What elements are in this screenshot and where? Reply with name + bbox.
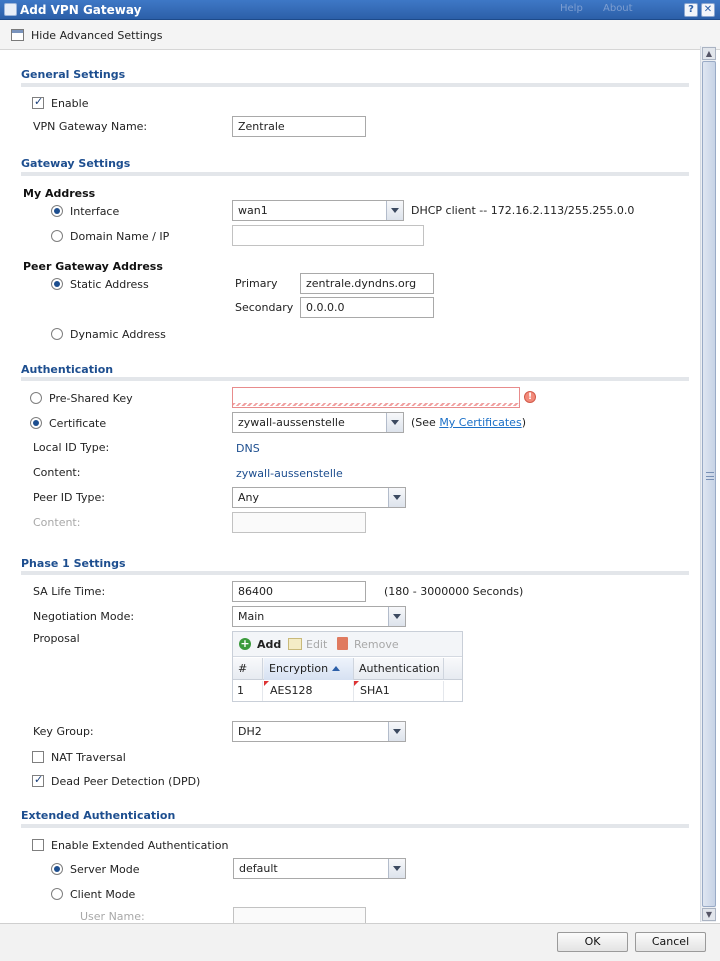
server-mode-value: default — [239, 862, 278, 875]
hide-advanced-settings-button[interactable]: Hide Advanced Settings — [31, 29, 163, 42]
advanced-settings-icon[interactable] — [11, 29, 24, 41]
grid-add-button[interactable]: Add — [257, 638, 282, 651]
row-number-cell: 1 — [233, 681, 263, 701]
my-certificates-link[interactable]: My Certificates — [439, 416, 522, 429]
primary-input[interactable]: zentrale.dyndns.org — [300, 273, 434, 294]
section-divider — [21, 571, 689, 575]
chevron-down-icon[interactable] — [386, 201, 403, 220]
domain-input[interactable] — [232, 225, 424, 246]
dynamic-address-radio[interactable] — [51, 328, 63, 340]
sort-ascending-icon — [332, 666, 340, 671]
negotiation-mode-select[interactable] — [232, 606, 406, 627]
user-name-label: User Name: — [80, 910, 145, 923]
column-header-number[interactable]: # — [233, 658, 263, 680]
section-title-authentication: Authentication — [21, 363, 114, 376]
negotiation-mode-label: Negotiation Mode: — [33, 610, 135, 623]
grid-toolbar — [233, 632, 462, 657]
close-button[interactable]: ✕ — [701, 3, 715, 17]
trash-icon — [337, 637, 348, 650]
chevron-down-icon[interactable] — [388, 488, 405, 507]
key-group-select[interactable] — [232, 721, 406, 742]
form-content — [0, 51, 700, 923]
authentication-cell[interactable]: SHA1 — [354, 681, 444, 701]
dialog-footer — [0, 923, 720, 961]
server-mode-select[interactable] — [233, 858, 406, 879]
client-mode-label: Client Mode — [70, 888, 136, 901]
nat-traversal-checkbox[interactable] — [32, 751, 44, 763]
see-suffix: ) — [521, 416, 526, 429]
grid-header — [233, 658, 462, 680]
domain-label: Domain Name / IP — [70, 230, 170, 243]
certificate-select-value: zywall-aussenstelle — [238, 416, 345, 429]
vertical-scrollbar[interactable] — [700, 46, 716, 922]
proposal-grid — [232, 631, 463, 702]
ghost-about-item: About — [603, 3, 633, 14]
section-title-gateway: Gateway Settings — [21, 157, 131, 170]
encryption-cell[interactable]: AES128 — [264, 681, 354, 701]
see-prefix: (See — [411, 416, 440, 429]
secondary-input[interactable]: 0.0.0.0 — [300, 297, 434, 318]
ghost-help-item: Help — [560, 3, 583, 14]
sa-life-time-input[interactable]: 86400 — [232, 581, 366, 602]
static-address-radio[interactable] — [51, 278, 63, 290]
extended-auth-label: Enable Extended Authentication — [51, 839, 229, 852]
ok-button[interactable]: OK — [557, 932, 628, 952]
psk-radio[interactable] — [30, 392, 42, 404]
dpd-checkbox[interactable] — [32, 775, 44, 787]
static-address-label: Static Address — [70, 278, 149, 291]
column-header-encryption-label: Encryption — [269, 662, 329, 675]
interface-info: DHCP client -- 172.16.2.113/255.255.0.0 — [411, 204, 635, 217]
client-mode-radio[interactable] — [51, 888, 63, 900]
peer-gateway-title: Peer Gateway Address — [23, 260, 163, 273]
scroll-up-icon[interactable]: ▲ — [702, 47, 716, 60]
certificate-radio[interactable] — [30, 417, 42, 429]
enable-label: Enable — [51, 97, 89, 110]
interface-label: Interface — [70, 205, 120, 218]
primary-label: Primary — [235, 277, 278, 290]
content-label: Content: — [33, 466, 81, 479]
nat-traversal-label: NAT Traversal — [51, 751, 126, 764]
peer-id-type-value: Any — [238, 491, 260, 504]
grid-edit-button[interactable]: Edit — [306, 638, 328, 651]
extended-auth-checkbox[interactable] — [32, 839, 44, 851]
toolbar — [0, 20, 720, 50]
scrollbar-thumb[interactable] — [702, 61, 716, 907]
key-group-label: Key Group: — [33, 725, 94, 738]
window-title: Add VPN Gateway — [20, 3, 142, 17]
key-group-value: DH2 — [238, 725, 262, 738]
psk-label: Pre-Shared Key — [49, 392, 133, 405]
sa-life-time-hint: (180 - 3000000 Seconds) — [384, 585, 524, 598]
column-header-encryption[interactable] — [264, 658, 354, 680]
peer-id-type-label: Peer ID Type: — [33, 491, 105, 504]
chevron-down-icon[interactable] — [388, 722, 405, 741]
scroll-down-icon[interactable]: ▼ — [702, 908, 716, 921]
dpd-label: Dead Peer Detection (DPD) — [51, 775, 201, 788]
psk-input[interactable] — [232, 387, 520, 408]
secondary-label: Secondary — [235, 301, 294, 314]
see-certificates-note — [411, 416, 526, 429]
section-divider — [21, 83, 689, 87]
table-row[interactable] — [233, 681, 462, 701]
local-id-type-value: DNS — [236, 442, 260, 455]
my-address-title: My Address — [23, 187, 96, 200]
chevron-down-icon[interactable] — [388, 607, 405, 626]
enable-checkbox[interactable] — [32, 97, 44, 109]
certificate-select[interactable] — [232, 412, 404, 433]
server-mode-label: Server Mode — [70, 863, 140, 876]
content-value: zywall-aussenstelle — [236, 467, 343, 480]
interface-select-value: wan1 — [238, 204, 268, 217]
column-header-authentication[interactable]: Authentication — [354, 658, 444, 680]
cancel-button[interactable]: Cancel — [635, 932, 706, 952]
interface-select[interactable] — [232, 200, 404, 221]
gateway-name-label: VPN Gateway Name: — [33, 120, 148, 133]
add-icon[interactable]: + — [240, 637, 250, 650]
negotiation-mode-value: Main — [238, 610, 265, 623]
error-icon: ! — [524, 391, 536, 403]
grip-icon — [706, 472, 714, 480]
section-title-extended: Extended Authentication — [21, 809, 176, 822]
peer-content-label: Content: — [33, 516, 81, 529]
interface-radio[interactable] — [51, 205, 63, 217]
section-title-general: General Settings — [21, 68, 126, 81]
section-divider — [21, 172, 689, 176]
chevron-down-icon[interactable] — [388, 859, 405, 878]
local-id-type-label: Local ID Type: — [33, 441, 110, 454]
section-divider — [21, 377, 689, 381]
help-button[interactable]: ? — [684, 3, 698, 17]
certificate-label: Certificate — [49, 417, 107, 430]
domain-radio[interactable] — [51, 230, 63, 242]
grid-remove-button[interactable]: Remove — [354, 638, 399, 651]
title-bar — [0, 0, 720, 20]
edit-icon — [288, 638, 302, 650]
section-divider — [21, 824, 689, 828]
chevron-down-icon[interactable] — [386, 413, 403, 432]
dynamic-address-label: Dynamic Address — [70, 328, 166, 341]
user-name-input[interactable] — [233, 907, 366, 923]
peer-content-input[interactable] — [232, 512, 366, 533]
app-icon — [4, 3, 17, 16]
peer-id-type-select[interactable] — [232, 487, 406, 508]
sa-life-time-label: SA Life Time: — [33, 585, 106, 598]
proposal-label: Proposal — [33, 632, 80, 645]
section-title-phase1: Phase 1 Settings — [21, 557, 126, 570]
server-mode-radio[interactable] — [51, 863, 63, 875]
gateway-name-input[interactable]: Zentrale — [232, 116, 366, 137]
